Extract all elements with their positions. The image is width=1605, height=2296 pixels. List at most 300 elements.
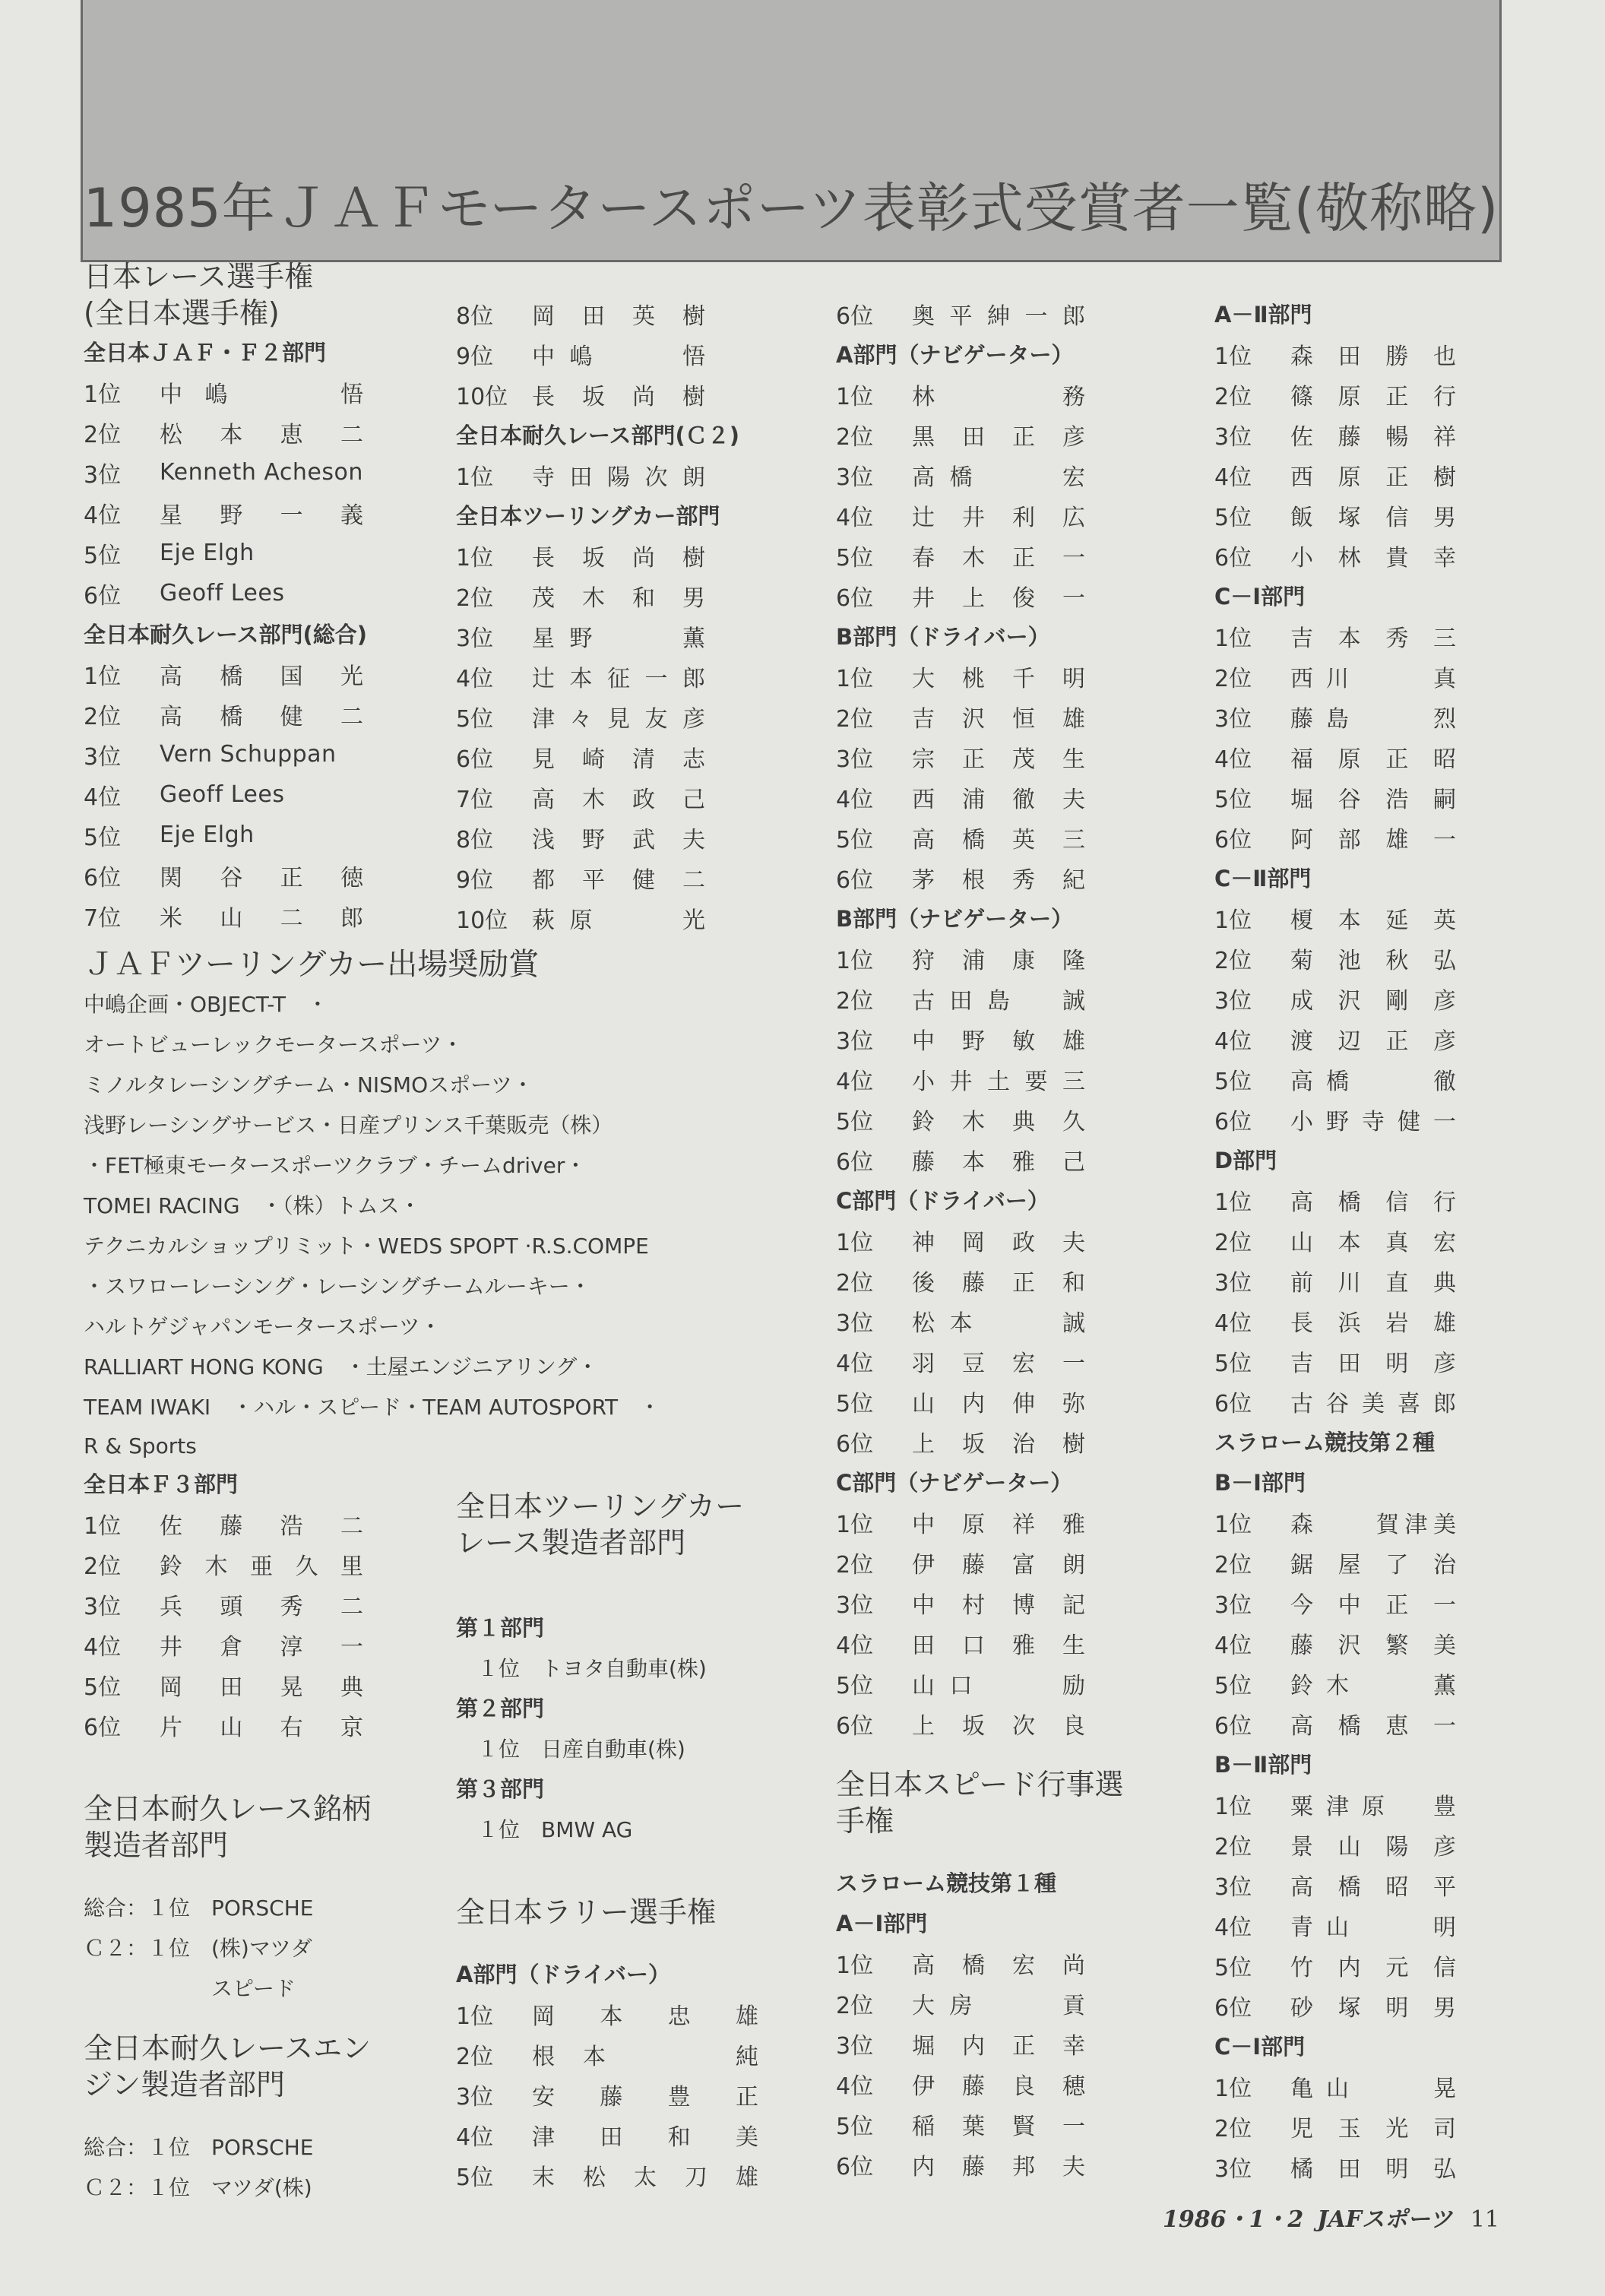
rank-label: 7位: [456, 786, 494, 813]
ranking-row: [1214, 374, 1458, 414]
winner-name: 山口 励: [912, 1672, 1087, 1699]
winner-name: 鋸屋了治: [1290, 1551, 1458, 1579]
rank-label: 5位: [456, 705, 494, 733]
winner-name: 中嶋 悟: [532, 343, 707, 370]
rank-label: 3位: [1214, 1873, 1252, 1901]
team-list-line: RALLIART HONG KONG ・土屋エンジニアリング・: [84, 1354, 599, 1379]
ranking-row: [84, 492, 365, 533]
ranking-row: [456, 656, 707, 696]
winner-name: 内藤邦夫: [912, 2153, 1087, 2180]
ranking-row: [836, 454, 1087, 495]
winner-name: Geoff Lees: [160, 781, 285, 808]
section-heading: 全日本耐久レースエン: [84, 2032, 372, 2065]
winner-name: 大房 貢: [912, 1992, 1087, 2019]
rank-label: 4位: [1214, 746, 1252, 773]
winner-name: 伊藤良穂: [912, 2073, 1087, 2100]
rank-label: 1位: [1214, 1511, 1252, 1538]
issue-date: 1986・1・2: [1163, 2206, 1304, 2233]
rank-label: 7位: [84, 904, 122, 932]
rank-label: 1位: [1214, 2075, 1252, 2102]
rank-label: 2位: [1214, 1551, 1252, 1579]
winner-name: Kenneth Acheson: [160, 459, 363, 486]
award-line: Ｃ２：１位 マツダ(株): [84, 2174, 312, 2200]
rank-label: 3位: [1214, 2155, 1252, 2183]
winner-name: 茂木和男: [532, 584, 707, 612]
winner-name: Vern Schuppan: [160, 741, 337, 768]
winner-name: 黒田正彦: [912, 423, 1087, 451]
winner-name: 高木政己: [532, 786, 707, 813]
ranking-row: [1214, 616, 1458, 656]
column-1-lower: [84, 1463, 372, 2206]
title-banner: [81, 0, 1502, 262]
winner-name: 高橋信行: [1290, 1189, 1458, 1216]
rank-label: 3位: [836, 1591, 874, 1619]
ranking-row: [836, 1542, 1087, 1582]
rank-label: 5位: [84, 824, 122, 851]
ranking-row: [1214, 1703, 1458, 1743]
section-heading: 全日本ラリー選手権: [456, 1895, 717, 1929]
winner-name: 堀谷浩嗣: [1290, 786, 1458, 813]
winner-name: 中嶋 悟: [160, 381, 365, 408]
winner-name: 佐藤浩二: [160, 1512, 365, 1540]
rank-label: 1位: [1214, 1793, 1252, 1820]
rank-label: 4位: [1214, 1028, 1252, 1055]
winner-name: 中原祥雅: [912, 1511, 1087, 1538]
winner-name: 春木正一: [912, 544, 1087, 572]
category-heading: A部門（ドライバー）: [456, 1962, 670, 1987]
rank-label: 1位: [84, 663, 122, 690]
winner-name: 岡本忠雄: [532, 2003, 760, 2030]
section-heading: 日本レース選手権: [84, 260, 314, 293]
category-heading: A部門（ナビゲーター）: [836, 342, 1074, 368]
winner-name: 狩浦康隆: [912, 947, 1087, 974]
rank-label: 6位: [456, 746, 494, 773]
ranking-row: [84, 452, 365, 492]
ranking-row: [456, 374, 707, 414]
rank-label: 4位: [1214, 1914, 1252, 1941]
team-list-line: ハルトゲジャパンモータースポーツ・: [84, 1313, 442, 1339]
rank-label: 6位: [1214, 1994, 1252, 2022]
rank-label: 6位: [1214, 1108, 1252, 1135]
winner-name: 津田和美: [532, 2123, 760, 2151]
rank-label: 6位: [1214, 1712, 1252, 1740]
rank-label: 1位: [456, 464, 494, 491]
rank-label: 6位: [84, 864, 122, 891]
ranking-row: [84, 1503, 365, 1544]
award-line: 総合：１位 PORSCHE: [84, 2134, 314, 2160]
winner-name: 堀内正幸: [912, 2032, 1087, 2060]
winner-name: 後藤正和: [912, 1269, 1087, 1297]
winner-name: 砂塚明男: [1290, 1994, 1458, 2022]
winner-name: 吉沢恒雄: [912, 705, 1087, 733]
rank-label: 5位: [836, 1390, 874, 1417]
rank-label: 4位: [1214, 1632, 1252, 1659]
column-2-lower: [456, 1488, 760, 2195]
rank-label: 3位: [1214, 423, 1252, 451]
ranking-row: [456, 817, 707, 857]
ranking-row: [1214, 1300, 1458, 1341]
rank-label: 6位: [836, 866, 874, 894]
ranking-row: [84, 895, 365, 936]
winner-name: 渡辺正彦: [1290, 1028, 1458, 1055]
spacer: [456, 1930, 760, 1953]
ranking-row: [836, 817, 1087, 857]
spacer: [84, 2103, 365, 2126]
ranking-row: [836, 414, 1087, 454]
ranking-row: [1214, 1663, 1458, 1703]
rank-label: 5位: [1214, 1350, 1252, 1377]
spacer: [84, 1745, 365, 1791]
category-heading: A－Ⅱ部門: [1214, 302, 1312, 328]
ranking-row: [456, 2034, 760, 2074]
ranking-row: [836, 938, 1087, 978]
ranking-row: [836, 2063, 1087, 2104]
ranking-row: [456, 1994, 760, 2034]
ranking-row: [456, 334, 707, 374]
winner-name: 小林貴幸: [1290, 544, 1458, 572]
ranking-row: [836, 1260, 1087, 1300]
team-list-line: オートビューレックモータースポーツ・: [84, 1031, 464, 1057]
ranking-row: [84, 694, 365, 734]
section-heading: レース製造者部門: [456, 1526, 686, 1560]
winner-name: Geoff Lees: [160, 580, 285, 606]
winner-name: 中村博記: [912, 1591, 1087, 1619]
category-heading: スラローム競技第１種: [836, 1870, 1057, 1896]
category-heading: B－Ⅰ部門: [1214, 1470, 1306, 1496]
spacer: [84, 1864, 365, 1886]
winner-name: 古田島 誠: [912, 987, 1087, 1015]
ranking-row: [84, 533, 365, 573]
team-list-line: ・スワローレーシング・レーシングチームルーキー・: [84, 1273, 591, 1299]
spacer: [836, 1743, 1087, 1766]
ranking-row: [1214, 1623, 1458, 1663]
winner-name: 根本 純: [532, 2043, 760, 2070]
ranking-row: [1214, 1985, 1458, 2025]
rank-label: 6位: [1214, 1390, 1252, 1417]
ranking-row: [456, 2114, 760, 2155]
ranking-row: [836, 575, 1087, 616]
section-heading: 全日本耐久レース銘柄: [84, 1792, 372, 1826]
ranking-row: [836, 696, 1087, 736]
ranking-row: [1214, 1542, 1458, 1582]
award-line: 総合：１位 PORSCHE: [84, 1895, 314, 1921]
ranking-row: [836, 1502, 1087, 1542]
rank-label: 6位: [836, 584, 874, 612]
rank-label: 3位: [1214, 1591, 1252, 1619]
winner-name: 成沢剛彦: [1290, 987, 1458, 1015]
winner-name: 橘田明弘: [1290, 2155, 1458, 2183]
rank-label: 1位: [836, 947, 874, 974]
winner-name: 高橋昭平: [1290, 1873, 1458, 1901]
winner-name: 上坂治樹: [912, 1430, 1087, 1458]
winner-name: 粟津原 豊: [1290, 1793, 1458, 1820]
rank-label: 1位: [836, 1952, 874, 1979]
winner-name: 山本真宏: [1290, 1229, 1458, 1256]
column-3: [836, 293, 1124, 2184]
rank-label: 10位: [456, 383, 508, 410]
rank-label: 4位: [836, 504, 874, 531]
rank-label: 5位: [84, 542, 122, 569]
winner-name: 松本 誠: [912, 1310, 1087, 1337]
winner-name: 高橋国光: [160, 663, 365, 690]
winner-name: 井倉淳一: [160, 1633, 365, 1661]
rank-label: 1位: [456, 2003, 494, 2030]
ranking-row: [836, 1663, 1087, 1703]
rank-label: 2位: [1214, 383, 1252, 410]
rank-label: 1位: [1214, 907, 1252, 934]
ranking-row: [1214, 414, 1458, 454]
team-list-line: ・FET極東モータースポーツクラブ・チームdriver・: [84, 1152, 587, 1178]
rank-label: 3位: [456, 2083, 494, 2111]
rank-label: 5位: [1214, 1954, 1252, 1981]
rank-label: 5位: [836, 544, 874, 572]
ranking-row: [1214, 1864, 1458, 1905]
ranking-row: [84, 1544, 365, 1584]
ranking-row: [456, 454, 707, 495]
winner-name: 菊池秋弘: [1290, 947, 1458, 974]
rank-label: 6位: [836, 302, 874, 330]
ranking-row: [836, 1341, 1087, 1381]
ranking-row: [1214, 898, 1458, 938]
ranking-row: [836, 1623, 1087, 1663]
winner-name: 都平健二: [532, 866, 707, 894]
winner-name: 藤沢繁美: [1290, 1632, 1458, 1659]
rank-label: 5位: [1214, 786, 1252, 813]
winner-name: 中野敏雄: [912, 1028, 1087, 1055]
winner-name: 末松太刀雄: [532, 2164, 760, 2191]
winner-name: 西原正樹: [1290, 464, 1458, 491]
rank-label: 1位: [1214, 1189, 1252, 1216]
winner-name: 羽豆宏一: [912, 1350, 1087, 1377]
ranking-row: [1214, 696, 1458, 736]
section-heading: (全日本選手権): [84, 296, 280, 330]
rank-label: 2位: [1214, 2115, 1252, 2142]
category-heading: B部門（ドライバー）: [836, 624, 1050, 650]
winner-name: 小井土要三: [912, 1068, 1087, 1095]
ranking-row: [836, 1703, 1087, 1743]
winner-name: 小野寺健一: [1290, 1108, 1458, 1135]
ranking-row: [836, 1983, 1087, 2023]
section-heading: 全日本スピード行事選: [836, 1768, 1124, 1801]
winner-name: 吉田明彦: [1290, 1350, 1458, 1377]
ranking-row: [456, 575, 707, 616]
ranking-row: [456, 777, 707, 817]
column-2: [456, 293, 740, 938]
winner-name: 藤島 烈: [1290, 705, 1458, 733]
ranking-row: [836, 1582, 1087, 1623]
category-heading: 全日本ツーリングカー部門: [456, 503, 720, 529]
ranking-row: [84, 1705, 365, 1745]
ranking-row: [1214, 1341, 1458, 1381]
page-footer: [1163, 2200, 1499, 2234]
winner-name: Eje Elgh: [160, 540, 255, 566]
winner-name: 高橋 宏: [912, 464, 1087, 491]
rank-label: 8位: [456, 302, 494, 330]
winner-name: 井上俊一: [912, 584, 1087, 612]
ranking-row: [836, 1139, 1087, 1180]
rank-label: 6位: [836, 1148, 874, 1176]
category-heading: 第３部門: [456, 1776, 545, 1802]
rank-label: 6位: [836, 1712, 874, 1740]
rank-label: 3位: [836, 746, 874, 773]
winner-name: 兵頭秀二: [160, 1593, 365, 1620]
ranking-row: [1214, 1220, 1458, 1260]
ranking-row: [1214, 1180, 1458, 1220]
ranking-row: [836, 656, 1087, 696]
award-line: １位 BMW AG: [456, 1816, 633, 1842]
ranking-row: [84, 654, 365, 694]
winner-name: 田口雅生: [912, 1632, 1087, 1659]
rank-label: 1位: [84, 1512, 122, 1540]
winner-name: 津々見友彦: [532, 705, 707, 733]
rank-label: 3位: [836, 2032, 874, 2060]
ranking-row: [1214, 1945, 1458, 1985]
team-list-line: テクニカルショップリミット・WEDS SPOPT ·R.S.COMPE: [84, 1233, 649, 1259]
ranking-row: [84, 1584, 365, 1624]
category-heading: 全日本Ｆ３部門: [84, 1471, 239, 1497]
rank-label: 3位: [836, 1310, 874, 1337]
ranking-row: [84, 412, 365, 452]
winner-name: 高橋 徹: [1290, 1068, 1458, 1095]
ranking-row: [456, 293, 707, 334]
winner-name: 山内伸弥: [912, 1390, 1087, 1417]
rank-label: 2位: [836, 1992, 874, 2019]
rank-label: 3位: [836, 1028, 874, 1055]
rank-label: 2位: [1214, 1833, 1252, 1861]
ranking-row: [836, 1220, 1087, 1260]
magazine-name: JAFスポーツ: [1317, 2206, 1452, 2233]
winner-name: 森田勝也: [1290, 343, 1458, 370]
category-heading: スラローム競技第２種: [1214, 1430, 1436, 1455]
ranking-row: [836, 495, 1087, 535]
winner-name: 藤本雅己: [912, 1148, 1087, 1176]
ranking-row: [1214, 817, 1458, 857]
rank-label: 5位: [836, 826, 874, 853]
category-heading: 全日本ＪＡＦ・Ｆ２部門: [84, 340, 327, 366]
winner-name: 上坂次良: [912, 1712, 1087, 1740]
award-line: スピード: [84, 1975, 296, 2001]
ranking-row: [1214, 1905, 1458, 1945]
ranking-row: [456, 696, 707, 736]
rank-label: 3位: [836, 464, 874, 491]
winner-name: 茅根秀紀: [912, 866, 1087, 894]
winner-name: 長浜岩雄: [1290, 1310, 1458, 1337]
ranking-row: [1214, 334, 1458, 374]
ranking-row: [84, 372, 365, 412]
award-line: Ｃ２：１位 (株)マツダ: [84, 1935, 312, 1961]
rank-label: 5位: [836, 1672, 874, 1699]
category-heading: A－Ⅰ部門: [836, 1911, 928, 1937]
winner-name: 前川直典: [1290, 1269, 1458, 1297]
rank-label: 1位: [456, 544, 494, 572]
ranking-row: [836, 1943, 1087, 1983]
ranking-row: [1214, 1582, 1458, 1623]
winner-name: 奥平紳一郎: [912, 302, 1087, 330]
winner-name: 見崎清志: [532, 746, 707, 773]
ranking-row: [1214, 1099, 1458, 1139]
ranking-row: [1214, 1260, 1458, 1300]
winner-name: 米山二郎: [160, 904, 365, 932]
ranking-row: [1214, 1059, 1458, 1099]
ranking-row: [456, 535, 707, 575]
rank-label: 2位: [84, 421, 122, 448]
ranking-row: [836, 1059, 1087, 1099]
category-heading: C部門（ドライバー）: [836, 1188, 1049, 1214]
rank-label: 2位: [836, 987, 874, 1015]
rank-label: 9位: [456, 866, 494, 894]
ranking-row: [1214, 978, 1458, 1018]
ranking-row: [1214, 1824, 1458, 1864]
category-heading: C－Ⅰ部門: [1214, 584, 1306, 610]
category-heading: B－Ⅱ部門: [1214, 1752, 1312, 1778]
winner-name: 福原正昭: [1290, 746, 1458, 773]
ranking-row: [836, 736, 1087, 777]
winner-name: 岡田英樹: [532, 302, 707, 330]
winner-name: 篠原正行: [1290, 383, 1458, 410]
rank-label: 4位: [1214, 1310, 1252, 1337]
award-line: １位 トヨタ自動車(株): [456, 1655, 707, 1681]
winner-name: 鈴木典久: [912, 1108, 1087, 1135]
award-line: １位 日産自動車(株): [456, 1736, 685, 1762]
ranking-row: [836, 1300, 1087, 1341]
winner-name: 高橋宏尚: [912, 1952, 1087, 1979]
rank-label: 8位: [456, 826, 494, 853]
rank-label: 3位: [84, 1593, 122, 1620]
category-heading: C－Ⅱ部門: [1214, 866, 1312, 891]
winner-name: 高橋健二: [160, 703, 365, 730]
winner-name: 安藤豊正: [532, 2083, 760, 2111]
winner-name: 寺田陽次朗: [532, 464, 707, 491]
team-list-line: TOMEI RACING ・（株）トムス・: [84, 1192, 421, 1218]
rank-label: 2位: [1214, 1229, 1252, 1256]
ranking-row: [836, 2023, 1087, 2063]
rank-label: 5位: [1214, 504, 1252, 531]
page-title: 1985年ＪＡＦモータースポーツ表彰式受賞者一覧(敬称略): [83, 177, 1499, 239]
ranking-row: [1214, 495, 1458, 535]
winner-name: 竹内元信: [1290, 1954, 1458, 1981]
winner-name: 阿部雄一: [1290, 826, 1458, 853]
category-heading: B部門（ナビゲーター）: [836, 906, 1074, 932]
rank-label: 9位: [456, 343, 494, 370]
winner-name: 神岡政夫: [912, 1229, 1087, 1256]
winner-name: 長坂尚樹: [532, 383, 707, 410]
column-1: [84, 258, 368, 936]
winner-name: 片山右京: [160, 1714, 365, 1741]
rank-label: 4位: [456, 2123, 494, 2151]
ranking-row: [836, 293, 1087, 334]
ranking-row: [456, 2074, 760, 2114]
rank-label: 5位: [836, 2113, 874, 2140]
winner-name: 榎本延英: [1290, 907, 1458, 934]
winner-name: 辻井利広: [912, 504, 1087, 531]
winner-name: 大桃千明: [912, 665, 1087, 692]
winner-name: 伊藤富朗: [912, 1551, 1087, 1579]
ranking-row: [84, 855, 365, 895]
category-heading: D部門: [1214, 1148, 1277, 1173]
touring-encouragement-section: [84, 940, 737, 1466]
category-heading: C部門（ナビゲーター）: [836, 1470, 1073, 1496]
winner-name: 児玉光司: [1290, 2115, 1458, 2142]
rank-label: 4位: [84, 784, 122, 811]
ranking-row: [84, 1664, 365, 1705]
category-heading: 第１部門: [456, 1615, 545, 1641]
rank-label: 6位: [84, 1714, 122, 1741]
winner-name: 吉本秀三: [1290, 625, 1458, 652]
rank-label: 6位: [84, 582, 122, 610]
rank-label: 5位: [84, 1674, 122, 1701]
winner-name: 西川 真: [1290, 665, 1458, 692]
winner-name: 宗正茂生: [912, 746, 1087, 773]
